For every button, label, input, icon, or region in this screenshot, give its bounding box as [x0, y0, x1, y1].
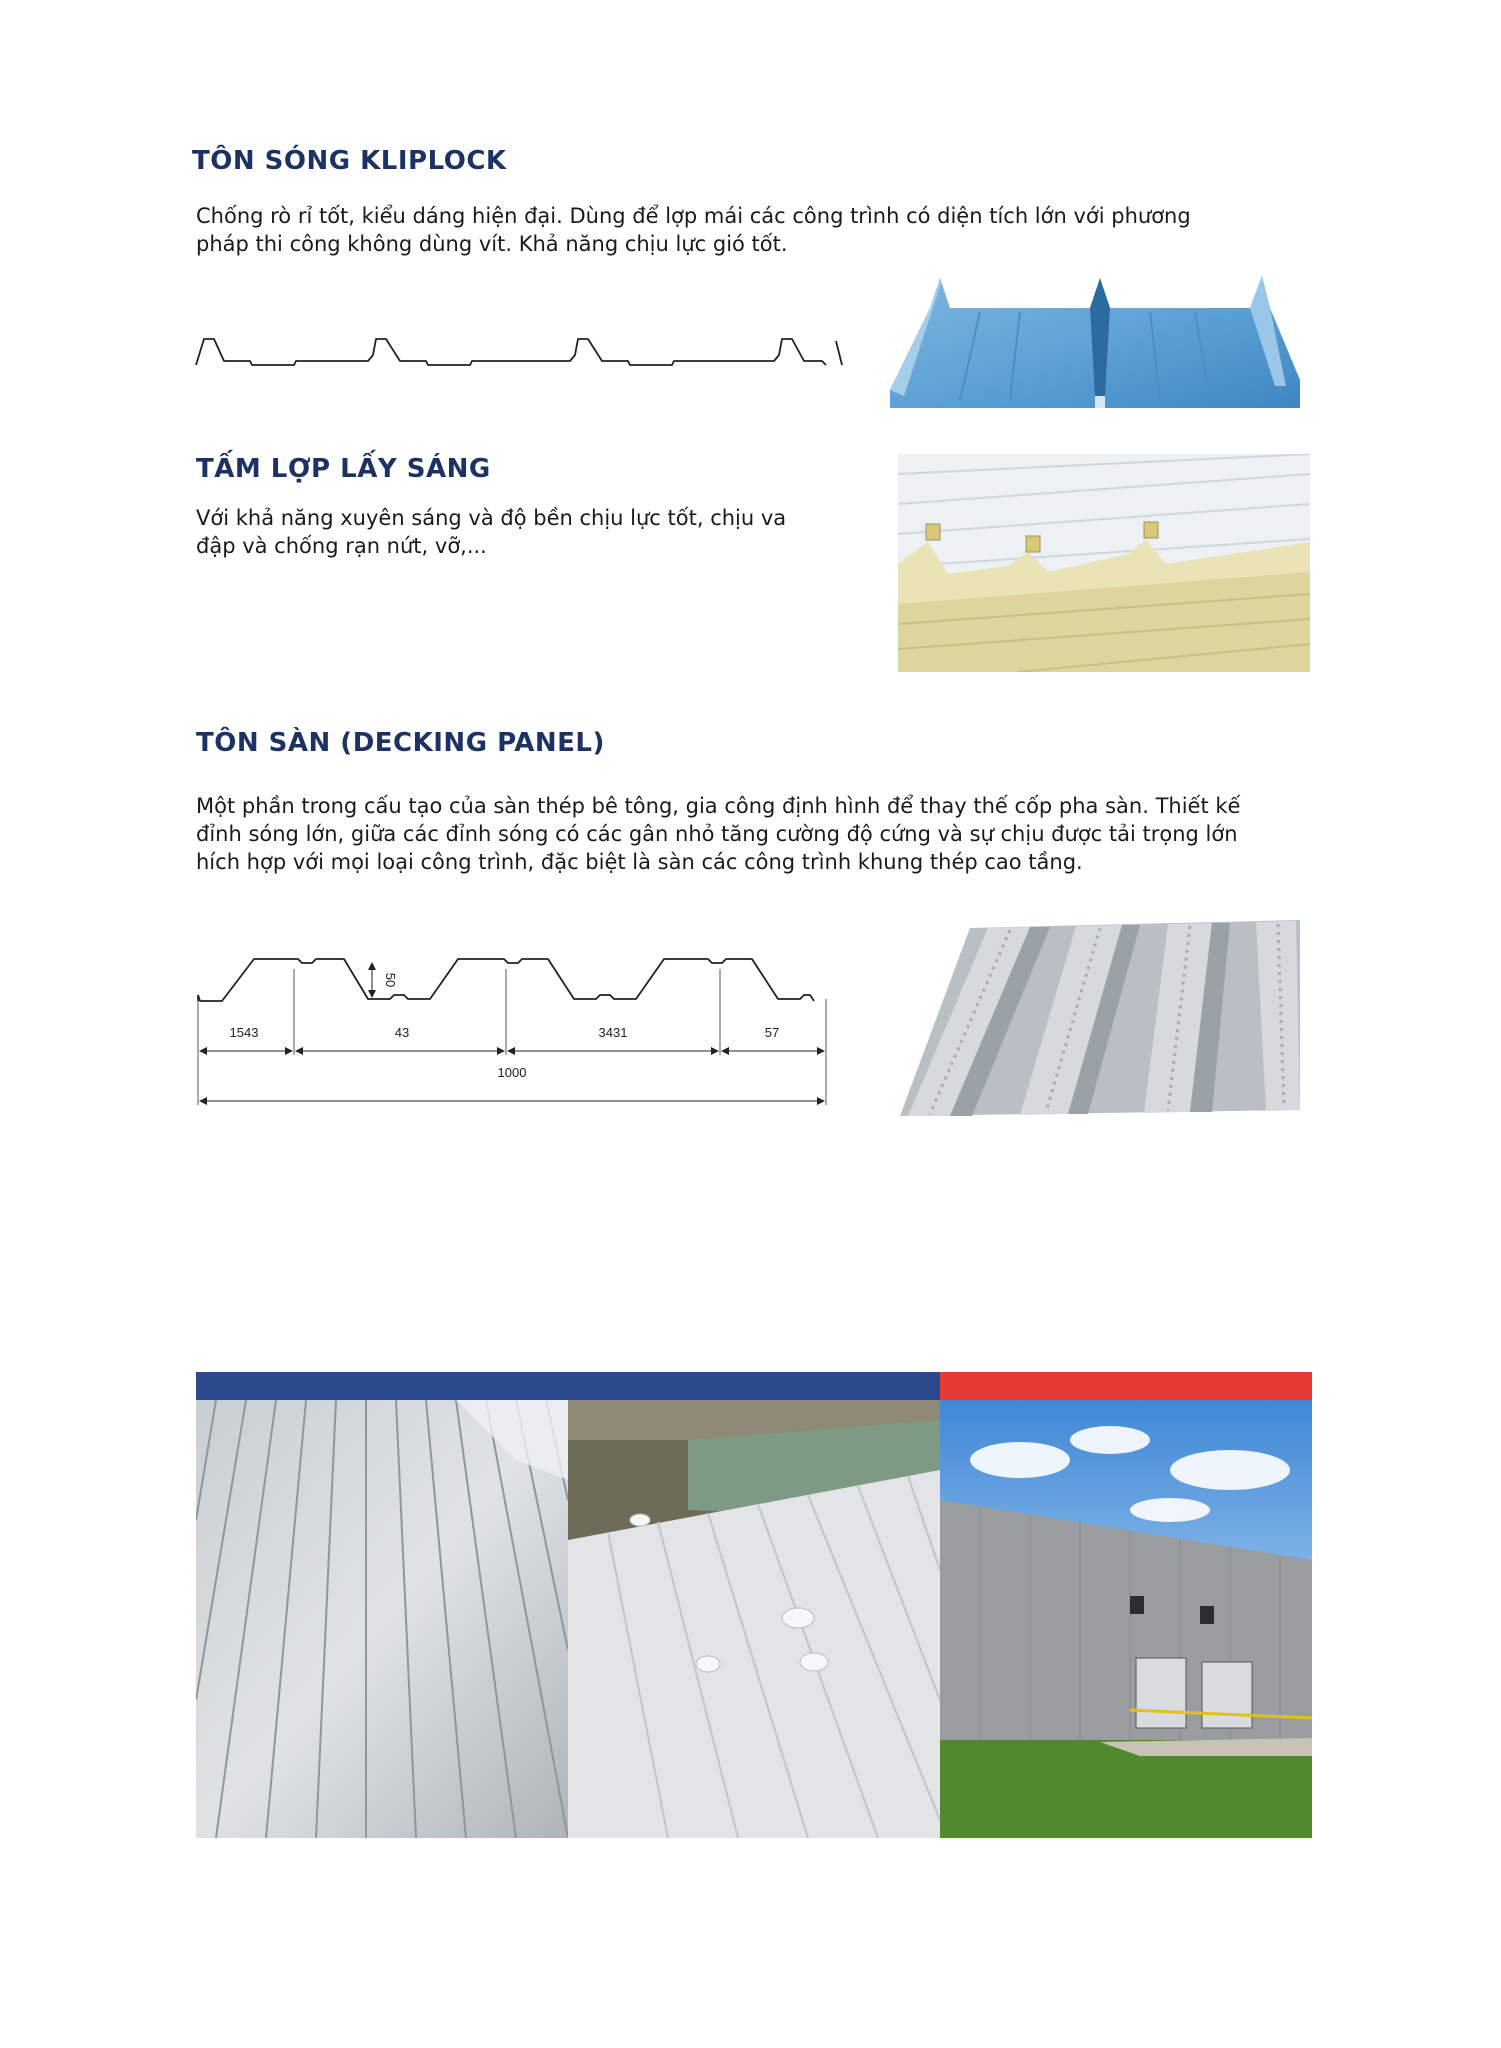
description-line: hích hợp với mọi loại công trình, đặc biệt là sàn các công trình khung thép cao tầng.: [196, 850, 1083, 874]
accent-bar-red: [940, 1372, 1312, 1400]
decking-panel-photo: [900, 920, 1300, 1118]
description-line: Một phần trong cấu tạo của sàn thép bê tông, gia công định hình để thay thế cốp pha sàn. Thiết kế: [196, 794, 1241, 818]
decking-dimension-label: 57: [764, 1025, 780, 1040]
decking-dimension-label: 43: [394, 1025, 410, 1040]
decking-height-label: 50: [383, 972, 398, 988]
section-description-skylight: [196, 504, 786, 560]
section-description-decking: [196, 792, 1240, 876]
section-title-skylight: TẤM LỢP LẤY SÁNG: [196, 454, 491, 484]
warehouse-building-photo: [940, 1400, 1312, 1838]
accent-bar-blue: [196, 1372, 940, 1400]
metal-roof-photo-1: [196, 1400, 568, 1838]
kliplock-sheet-photo: [890, 268, 1300, 408]
decking-profile-diagram: [190, 955, 840, 1120]
section-title-decking: TÔN SÀN (DECKING PANEL): [196, 728, 605, 758]
decking-total-width-label: 1000: [497, 1065, 527, 1080]
decking-dimension-label: 3431: [598, 1025, 628, 1040]
skylight-sheet-photo: [898, 454, 1310, 672]
description-line: Chống rò rỉ tốt, kiểu dáng hiện đại. Dùng để lợp mái các công trình có diện tích lớn với phương: [196, 204, 1191, 228]
description-line: đập và chống rạn nứt, vỡ,...: [196, 534, 487, 558]
decking-dimension-label: 1543: [229, 1025, 259, 1040]
metal-roof-photo-2: [568, 1400, 940, 1838]
section-description-kliplock: [196, 202, 1191, 258]
kliplock-profile-diagram: [190, 325, 850, 370]
description-line: Với khả năng xuyên sáng và độ bền chịu lực tốt, chịu va: [196, 506, 787, 530]
description-line: pháp thi công không dùng vít. Khả năng chịu lực gió tốt.: [196, 232, 788, 256]
section-title-kliplock: TÔN SÓNG KLIPLOCK: [192, 146, 507, 176]
description-line: đỉnh sóng lớn, giữa các đỉnh sóng có các gân nhỏ tăng cường độ cứng và sự chịu được tải trọng lớn: [196, 822, 1238, 846]
